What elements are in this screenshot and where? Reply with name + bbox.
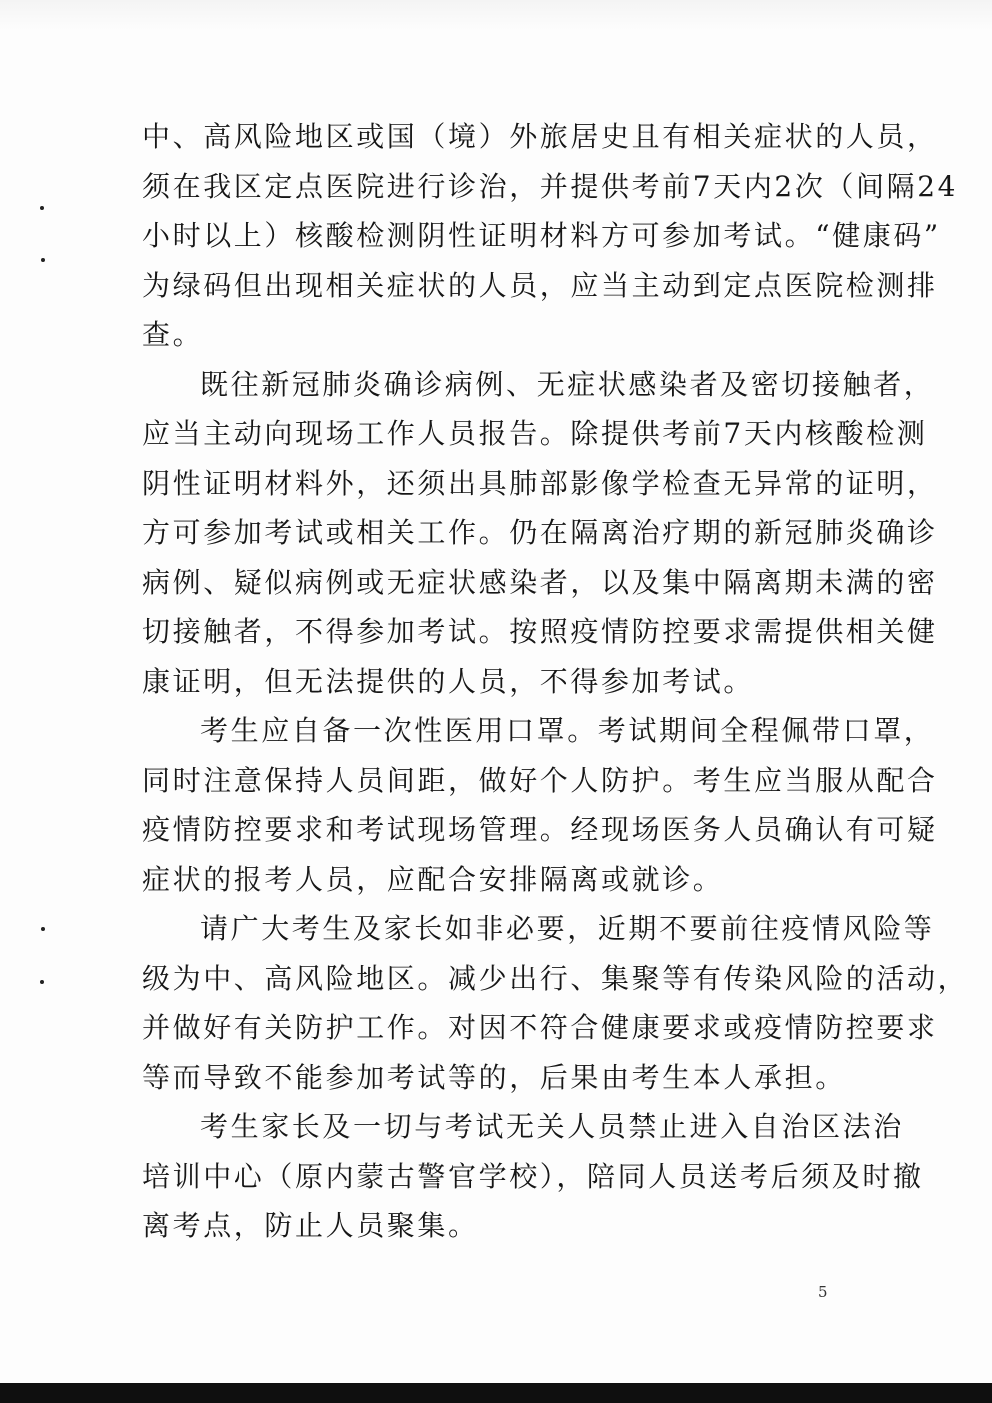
text-line: 阴性证明材料外，还须出具肺部影像学检查无异常的证明， bbox=[142, 466, 938, 500]
punch-hole-mark bbox=[41, 927, 45, 931]
text-line: 疫情防控要求和考试现场管理。经现场医务人员确认有可疑 bbox=[142, 813, 938, 846]
punch-hole-mark bbox=[40, 206, 44, 210]
punch-hole-mark bbox=[41, 258, 45, 262]
text-line: 切接触者，不得参加考试。按照疫情防控要求需提供相关健 bbox=[142, 615, 938, 648]
text-line: 方可参加考试或相关工作。仍在隔离治疗期的新冠肺炎确诊 bbox=[142, 516, 938, 549]
text-line: 同时注意保持人员间距，做好个人防护。考生应当服从配合 bbox=[142, 763, 938, 797]
punch-hole-mark bbox=[40, 980, 44, 984]
scan-border-bottom bbox=[0, 1383, 992, 1403]
text-line: 小时以上）核酸检测阴性证明材料方可参加考试。“健康码” bbox=[142, 219, 941, 252]
text-line: 中、高风险地区或国（境）外旅居史且有相关症状的人员， bbox=[142, 120, 938, 153]
text-line: 离考点，防止人员聚集。 bbox=[142, 1209, 479, 1242]
paragraph-start-line: 既往新冠肺炎确诊病例、无症状感染者及密切接触者， bbox=[200, 367, 935, 401]
text-line: 查。 bbox=[142, 318, 204, 351]
text-line: 为绿码但出现相关症状的人员，应当主动到定点医院检测排 bbox=[142, 268, 938, 302]
text-line: 培训中心（原内蒙古警官学校），陪同人员送考后须及时撤 bbox=[142, 1159, 924, 1193]
paragraph-start-line: 考生家长及一切与考试无关人员禁止进入自治区法治 bbox=[200, 1110, 904, 1143]
page-number: 5 bbox=[818, 1283, 828, 1301]
paragraph-start-line: 请广大考生及家长如非必要，近期不要前往疫情风险等 bbox=[200, 912, 935, 945]
text-line: 须在我区定点医院进行诊治，并提供考前7天内2次（间隔24 bbox=[142, 169, 959, 203]
text-line: 康证明，但无法提供的人员，不得参加考试。 bbox=[142, 664, 755, 698]
scan-shadow-top bbox=[0, 0, 992, 30]
text-line: 并做好有关防护工作。对因不符合健康要求或疫情防控要求 bbox=[142, 1011, 938, 1044]
document-body bbox=[142, 112, 969, 1251]
text-line: 病例、疑似病例或无症状感染者，以及集中隔离期未满的密 bbox=[142, 565, 938, 599]
paragraph-start-line: 考生应自备一次性医用口罩。考试期间全程佩带口罩， bbox=[200, 714, 935, 747]
text-line: 症状的报考人员，应配合安排隔离或就诊。 bbox=[142, 862, 724, 896]
text-line: 等而导致不能参加考试等的，后果由考生本人承担。 bbox=[142, 1060, 846, 1094]
text-line: 级为中、高风险地区。减少出行、集聚等有传染风险的活动， bbox=[142, 961, 969, 995]
text-line: 应当主动向现场工作人员报告。除提供考前7天内核酸检测 bbox=[142, 417, 928, 450]
